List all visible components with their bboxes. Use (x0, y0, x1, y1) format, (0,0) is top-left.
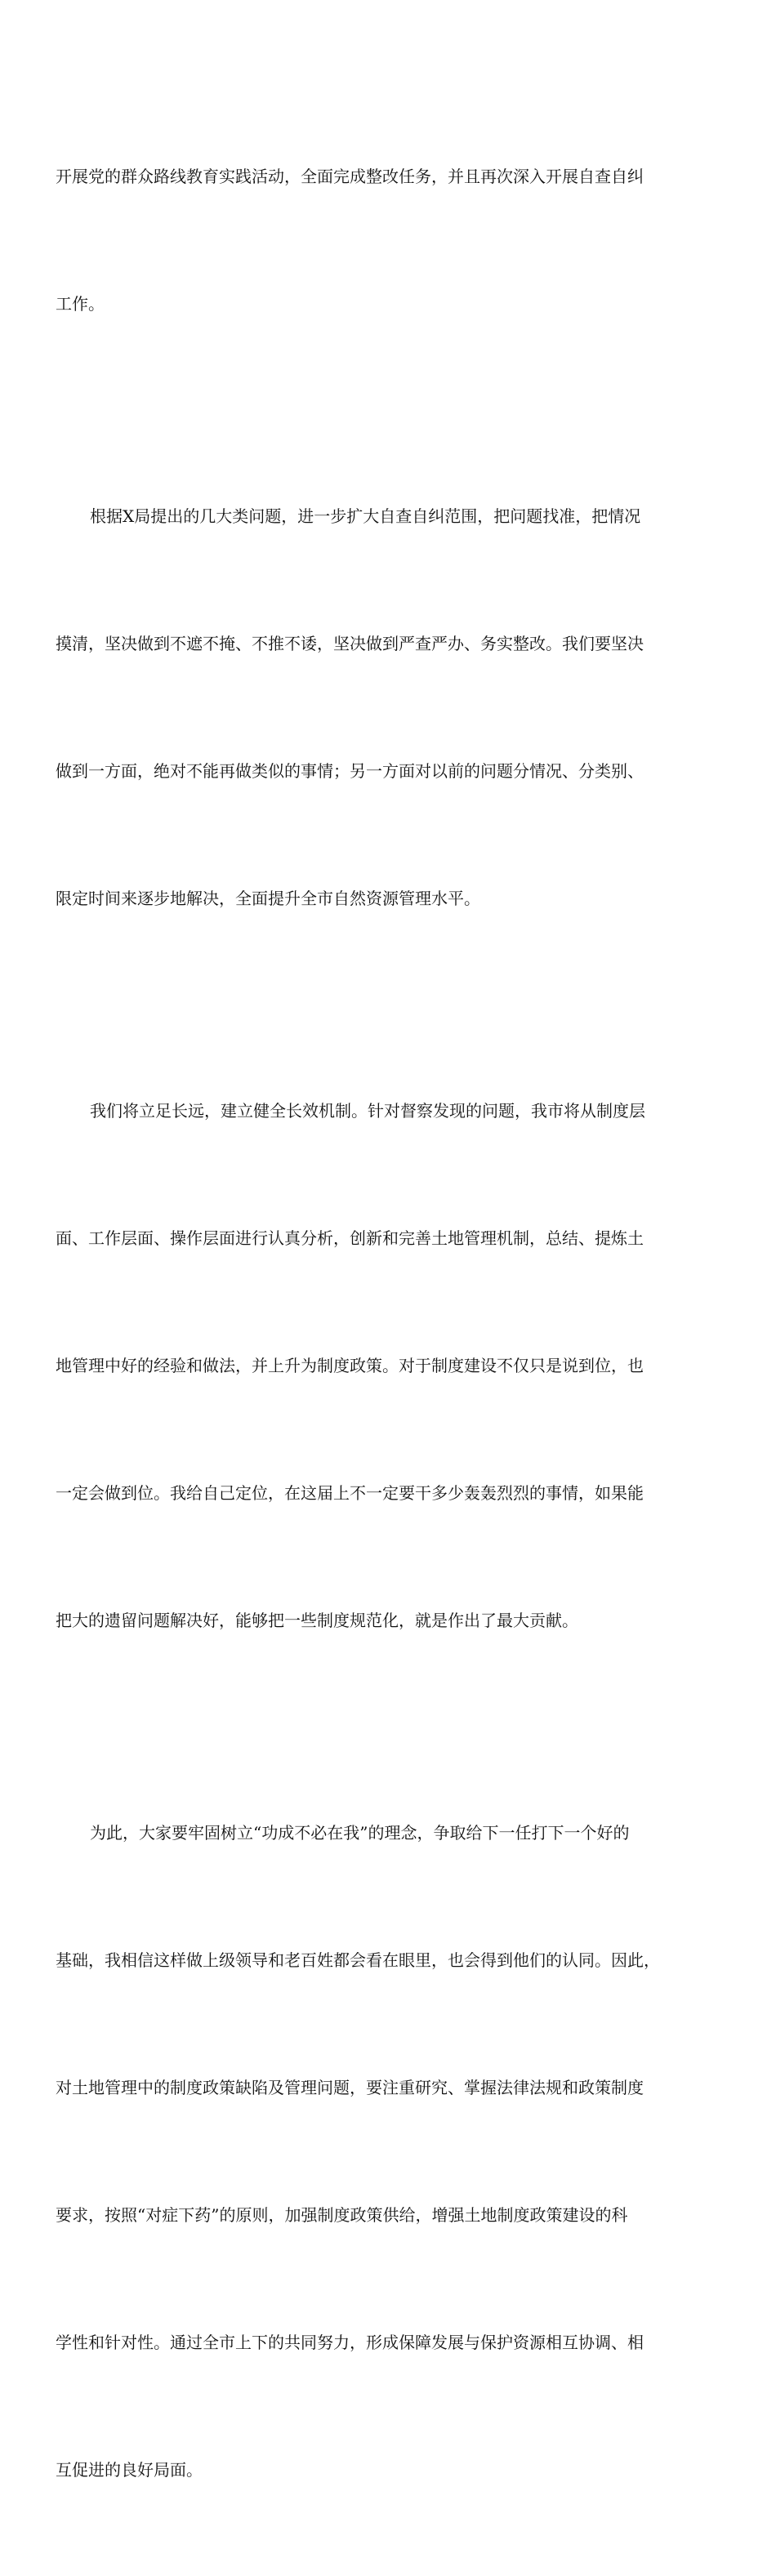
paragraph-2 (56, 410, 725, 1005)
text-line: 开展党的群众路线教育实践活动，全面完成整改任务，并且再次深入开展自查自纠 (56, 167, 644, 186)
text-line: 互促进的良好局面。 (56, 2460, 203, 2480)
text-line: 做到一方面，绝对不能再做类似的事情；另一方面对以前的问题分情况、分类别、 (56, 761, 644, 781)
text-line: 一定会做到位。我给自己定位，在这届上不一定要干多少轰轰烈烈的事情，如果能 (56, 1483, 644, 1503)
text-line: 对土地管理中的制度政策缺陷及管理问题，要注重研究、掌握法律法规和政策制度 (56, 2078, 644, 2097)
text-line: 把大的遗留问题解决好，能够把一些制度规范化，就是作出了最大贡献。 (56, 1611, 578, 1630)
document-body (56, 70, 725, 2576)
text-line: 学性和针对性。通过全市上下的共同努力，形成保障发展与保护资源相互协调、相 (56, 2333, 644, 2352)
text-line: 为此，大家要牢固树立“功成不必在我”的理念，争取给下一任打下一个好的 (90, 1823, 630, 1843)
text-line: 根据X局提出的几大类问题，进一步扩大自查自纠范围，把问题找准，把情况 (90, 506, 641, 526)
text-line: 要求，按照“对症下药”的原则，加强制度政策供给，增强土地制度政策建设的科 (56, 2205, 628, 2225)
text-line: 工作。 (56, 294, 105, 314)
text-line: 地管理中好的经验和做法，并上升为制度政策。对于制度建设不仅只是说到位，也 (56, 1356, 644, 1375)
paragraph-3 (56, 1005, 725, 1727)
text-line: 限定时间来逐步地解决，全面提升全市自然资源管理水平。 (56, 889, 480, 908)
text-line: 摸清，坚决做到不遮不掩、不推不诿，坚决做到严查严办、务实整改。我们要坚决 (56, 634, 644, 653)
text-line: 基础，我相信这样做上级领导和老百姓都会看在眼里，也会得到他们的认同。因此， (56, 1950, 660, 1970)
text-line: 面、工作层面、操作层面进行认真分析，创新和完善土地管理机制，总结、提炼土 (56, 1228, 644, 1248)
paragraph-4 (56, 1727, 725, 2576)
paragraph-1 (56, 70, 725, 410)
text-line: 我们将立足长远，建立健全长效机制。针对督察发现的问题，我市将从制度层 (90, 1101, 645, 1121)
